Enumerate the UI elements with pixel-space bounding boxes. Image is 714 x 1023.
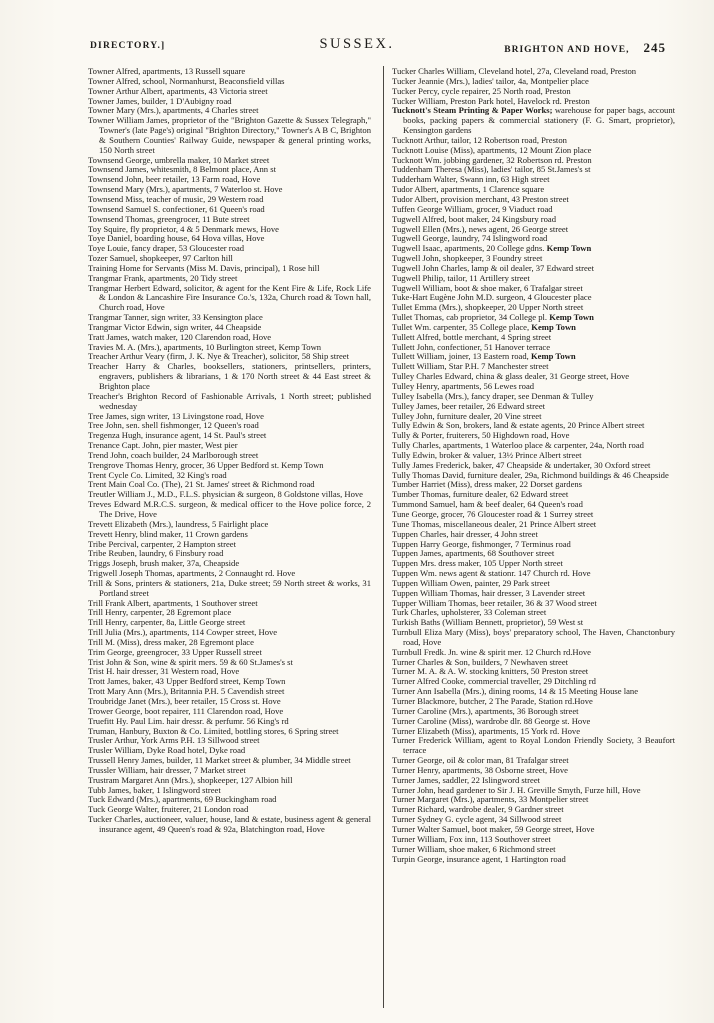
directory-entry: Trangmar Frank, apartments, 20 Tidy street [88,272,238,283]
directory-entry: Townsend James, whitesmith, 8 Belmont place, Ann st [88,164,276,175]
directory-entry: Towner Mary (Mrs.), apartments, 4 Charles street [88,105,259,116]
directory-entry: Turner Margaret (Mrs.), apartments, 33 Montpelier street [392,794,589,805]
directory-entry: Tuppen Mrs. dress maker, 105 Upper North street [392,558,563,569]
directory-entry: Tully James Frederick, baker, 47 Cheapside & undertaker, 30 Oxford street [392,459,651,470]
directory-entry: Tree John, sen. shell fishmonger, 12 Queen's road [88,420,259,431]
directory-entry: Toy Squire, fly proprietor, 4 & 5 Denmark mews, Hove [88,223,279,234]
directory-entry: Trangmar Herbert Edward, solicitor, & agent for the Kent Fire & Life, Rock Life & London & Lancashire Fire Insurance Co.'s, 132a, Church road & Town hall, Church road, Hove [88,282,371,313]
directory-entry: Tucker Percy, cycle repairer, 25 North road, Preston [392,85,571,96]
directory-entry: Tugwell Alfred, boot maker, 24 Kingsbury road [392,213,557,224]
directory-entry: Tullet Thomas, cab proprietor, 34 College pl. Kemp Town [392,312,594,323]
directory-entry: Townsend Thomas, greengrocer, 11 Bute street [88,213,250,224]
directory-entry: Troubridge Janet (Mrs.), beer retailer, 15 Cross st. Hove [88,696,281,706]
directory-entry: Tuppen William Owen, painter, 29 Park street [392,577,550,588]
directory-entry: Tullett Alfred, bottle merchant, 4 Spring street [392,331,552,342]
directory-entry: Tupper William Thomas, beer retailer, 36 & 37 Wood street [392,597,597,608]
directory-entry: Tucker William, Preston Park hotel, Havelock rd. Preston [392,95,590,106]
directory-entry: Tugwell Ellen (Mrs.), news agent, 26 George street [392,223,569,234]
directory-entry: Toye Louie, fancy draper, 53 Gloucester road [88,243,245,254]
header-directory-label: DIRECTORY.] [90,41,166,51]
directory-entry: Tully Edwin & Son, brokers, land & estate agents, 20 Prince Albert street [392,420,645,431]
directory-entry: Trussell Henry James, builder, 11 Market street & plumber, 34 Middle street [88,755,351,766]
directory-entry: Tullet Emma (Mrs.), shopkeeper, 20 Upper North street [392,302,584,313]
directory-entry: Tuck George Walter, fruiterer, 21 London road [88,804,249,815]
directory-entry: Travies M. A. (Mrs.), apartments, 10 Burlington street, Kemp Town [88,341,322,352]
directory-entry: Tulley Isabella (Mrs.), fancy draper, see Denman & Tulley [392,390,594,401]
directory-entry: Trent Main Coal Co. (The), 21 St. James' street & Richmond road [88,479,315,490]
directory-entry: Trill & Sons, printers & stationers, 21a, Duke street; 59 North street & works, 31 Portland street [88,577,371,598]
directory-entry: Tuddenham Theresa (Miss), ladies' tailor, 85 St.James's st [392,164,591,175]
directory-entry: Tullet Wm. carpenter, 35 College place, Kemp Town [392,321,576,332]
directory-entry: Trist H. hair dresser, 31 Western road, Hove [88,666,240,677]
directory-entry: Turner Elizabeth (Miss), apartments, 15 York rd. Hove [392,725,581,736]
directory-entry: Turner Caroline (Mrs.), apartments, 36 Borough street [392,705,579,716]
directory-entry: Turnbull Eliza Mary (Miss), boys' preparatory school, The Haven, Chanctonbury road, Hove [392,627,675,647]
directory-entry: Tozer Samuel, shopkeeper, 97 Carlton hill [88,253,233,264]
directory-entry: Trott James, baker, 43 Upper Bedford street, Kemp Town [88,676,286,687]
directory-column-left [88,67,371,835]
directory-entry: Trusler William, Dyke Road hotel, Dyke road [88,745,246,756]
directory-entry: Tucknott Louise (Miss), apartments, 12 Mount Zion place [392,144,592,155]
directory-entry: Trevett Elizabeth (Mrs.), laundress, 5 Fairlight place [88,518,269,529]
directory-entry: Tullett William, Star P.H. 7 Manchester street [392,361,549,372]
directory-entry: Tuppen William Thomas, hair dresser, 3 Lavender street [392,587,586,598]
directory-entry: Tully Edwin, broker & valuer, 13½ Prince Albert street [392,449,582,460]
directory-entry: Townsend John, beer retailer, 13 Farm road, Hove [88,174,261,185]
directory-entry: Tuck Edward (Mrs.), apartments, 69 Buckingham road [88,794,277,805]
header-right-group [504,40,666,56]
directory-entry: Trill Julia (Mrs.), apartments, 114 Cowper street, Hove [88,627,278,638]
directory-entry: Trengrove Thomas Henry, grocer, 36 Upper Bedford st. Kemp Town [88,459,324,470]
directory-entry: Tugwell John Charles, lamp & oil dealer, 37 Edward street [392,262,594,273]
directory-entry: Tree James, sign writer, 13 Livingstone road, Hove [88,410,264,421]
directory-entry: Tugwell William, boot & shoe maker, 6 Trafalgar street [392,282,583,293]
directory-entry: Tulley Henry, apartments, 56 Lewes road [392,381,535,391]
directory-entry: Turner Sydney G. cycle agent, 34 Sillwood street [392,814,562,825]
directory-entry: Tucker Jeannie (Mrs.), ladies' tailor, 4a, Montpelier place [392,75,589,86]
directory-entry: Tuppen Harry George, fishmonger, 7 Terminus road [392,538,571,549]
directory-entry: Tumber Thomas, furniture dealer, 62 Edward street [392,489,569,500]
directory-entry: Treutler William J., M.D., F.L.S. physician & surgeon, 8 Goldstone villas, Hove [88,489,363,500]
directory-entry: Trevett Henry, blind maker, 11 Crown gardens [88,528,248,539]
directory-entry: Tregenza Hugh, insurance agent, 14 St. Paul's street [88,430,267,441]
directory-entry: Turner Frederick William, agent to Royal London Friendly Society, 3 Beaufort terrace [392,735,675,756]
directory-entry: Turner Caroline (Miss), wardrobe dlr. 88 George st. Hove [392,715,591,726]
directory-entry: Tudor Albert, apartments, 1 Clarence square [392,184,545,195]
directory-entry: Tucknott Arthur, tailor, 12 Robertson road, Preston [392,134,567,145]
directory-entry: Truefitt Hy. Paul Lim. hair dressr. & perfumr. 56 King's rd [88,715,289,726]
directory-entry: Tugwell John, shopkeeper, 3 Foundry street [392,253,543,264]
directory-entry: Trenance Capt. John, pier master, West pier [88,440,238,451]
directory-entry: Turnbull Fredk. Jn. wine & spirit mer. 12 Church rd.Hove [392,646,591,657]
directory-entry: Tucknott's Steam Printing & Paper Works; warehouse for paper bags, account books, packing papers & commercial stationery (F. G. Smart, proprietor), Kensington gardens [392,105,676,136]
directory-entry: Tulley Charles Edward, china & glass dealer, 31 George street, Hove [392,371,630,382]
directory-entry: Townsend George, umbrella maker, 10 Market street [88,154,270,165]
directory-entry: Turner James, saddler, 22 Islingword street [392,774,541,785]
directory-entry: Trend John, coach builder, 24 Marlborough street [88,449,259,460]
directory-entry: Towner Arthur Albert, apartments, 43 Victoria street [88,85,268,96]
directory-entry: Toye Daniel, boarding house, 64 Hova villas, Hove [88,233,265,244]
directory-entry: Tully Charles, apartments, 1 Waterloo place & carpenter, 24a, North road [392,440,644,451]
directory-entry: Tully Thomas David, furniture dealer, 29a, Richmond buildings & 46 Cheapside [392,469,669,480]
directory-entry: Turner George, oil & color man, 81 Trafalgar street [392,755,569,766]
directory-entry: Tuppen James, apartments, 68 Southover street [392,548,555,559]
page-number: 245 [643,40,666,55]
directory-entry: Trussler William, hair dresser, 7 Market street [88,764,246,775]
directory-entry: Tucker Charles William, Cleveland hotel, 27a, Cleveland road, Preston [392,66,637,76]
directory-entry: Trangmar Tanner, sign writer, 33 Kensington place [88,312,263,323]
directory-entry: Turner Walter Samuel, boot maker, 59 George street, Hove [392,823,595,834]
directory-entry: Tucker Charles, auctioneer, valuer, house, land & estate, business agent & general insurance agent, 49 Queen's road & 92a, Blatchington road, Hove [88,814,371,834]
directory-entry: Tribe Reuben, laundry, 6 Finsbury road [88,548,224,559]
directory-entry: Tuppen Wm. news agent & stationr. 147 Church rd. Hove [392,568,591,579]
directory-entry: Tummond Samuel, ham & beef dealer, 64 Queen's road [392,499,583,510]
directory-entry: Turner Henry, apartments, 38 Osborne street, Hove [392,764,568,775]
directory-entry: Trent Cycle Co. Limited, 32 King's road [88,469,227,480]
directory-entry: Tubb James, baker, 1 Islingword street [88,784,221,795]
directory-entry: Tune George, grocer, 76 Gloucester road & 1 Surrey street [392,508,594,519]
directory-entry: Tugwell Philip, tailor, 11 Artillery street [392,272,530,283]
directory-entry: Triggs Joseph, brush maker, 37a, Cheapside [88,558,240,569]
directory-entry: Turner William, shoe maker, 6 Richmond street [392,843,556,854]
directory-entry: Trower George, boot repairer, 111 Clarendon road, Hove [88,705,284,716]
directory-entry: Tugwell George, laundry, 74 Islingword road [392,233,548,244]
directory-entry: Tribe Percival, carpenter, 2 Hampton street [88,538,237,549]
directory-entry: Tullett William, joiner, 13 Eastern road, Kemp Town [392,351,576,362]
directory-entry: Treacher Arthur Veary (firm, J. K. Nye & Treacher), solicitor, 58 Ship street [88,351,349,362]
directory-entry: Towner James, builder, 1 D'Aubigny road [88,95,232,106]
directory-column-right [392,67,675,864]
directory-entry: Turkish Baths (William Bennett, proprietor), 59 West st [392,617,584,628]
column-divider-rule [383,66,384,1008]
directory-entry: Turk Charles, upholsterer, 33 Coleman street [392,607,547,618]
directory-entry: Trill M. (Miss), dress maker, 28 Egremont place [88,636,254,647]
directory-entry: Treves Edward M.R.C.S. surgeon, & medical officer to the Hove police force, 2 The Drive, Hove [88,499,371,519]
directory-entry: Turner Richard, wardrobe dealer, 9 Gardner street [392,804,564,815]
directory-entry: Tumber Harriet (Miss), dress maker, 22 Dorset gardens [392,479,583,490]
directory-entry: Trill Frank Albert, apartments, 1 Southover street [88,597,258,608]
directory-entry: Turner Ann Isabella (Mrs.), dining rooms, 14 & 15 Meeting House lane [392,686,639,697]
directory-entry: Towner Alfred, school, Normanhurst, Beaconsfield villas [88,75,285,86]
directory-entry: Townsend Miss, teacher of music, 29 Western road [88,193,264,204]
directory-entry: Townsend Samuel S. confectioner, 61 Queen's road [88,203,265,214]
directory-entry: Turner Blackmore, butcher, 2 The Parade, Station rd.Hove [392,696,593,706]
directory-entry: Turner John, head gardener to Sir J. H. Greville Smyth, Furze hill, Hove [392,784,641,795]
directory-entry: Trist John & Son, wine & spirit mers. 59 & 60 St.James's st [88,656,293,667]
directory-entry: Trim George, greengrocer, 33 Upper Russell street [88,646,262,657]
directory-entry: Tuffen George William, grocer, 9 Viaduct road [392,203,553,214]
directory-entry: Tully & Porter, fruiterers, 50 Highdown road, Hove [392,430,570,441]
directory-entry: Tullett John, confectioner, 51 Hanover terrace [392,341,551,352]
directory-entry: Tratt James, watch maker, 120 Clarendon road, Hove [88,331,272,342]
directory-entry: Turner William, Fox inn, 113 Southover street [392,833,551,844]
directory-entry: Tudderham Walter, Swann inn, 63 High street [392,174,550,185]
directory-entry: Trill Henry, carpenter, 28 Egremont place [88,607,232,618]
directory-entry: Turner Alfred Cooke, commercial traveller, 29 Ditchling rd [392,676,596,687]
directory-entry: Townsend Mary (Mrs.), apartments, 7 Waterloo st. Hove [88,184,283,195]
directory-entry: Trustram Margaret Ann (Mrs.), shopkeeper, 127 Albion hill [88,774,293,785]
directory-entry: Turner Charles & Son, builders, 7 Newhaven street [392,656,569,667]
directory-entry: Tudor Albert, provision merchant, 43 Preston street [392,193,569,204]
directory-entry: Truman, Hanbury, Buxton & Co. Limited, bottling stores, 6 Spring street [88,725,339,736]
directory-entry: Trott Mary Ann (Mrs.), Britannia P.H. 5 Cavendish street [88,686,285,697]
directory-entry: Towner Alfred, apartments, 13 Russell square [88,66,246,76]
header-county-title: SUSSEX. [319,36,395,52]
directory-entry: Towner William James, proprietor of the "Brighton Gazette & Sussex Telegraph," Towner's (late Page's) original "Brighton Directory," Towner's A B C, Brighton & Southern Counties' Railway Guide, newspaper & general printing works, 150 North street [88,115,371,155]
directory-entry: Training Home for Servants (Miss M. Davis, principal), 1 Rose hill [88,262,320,273]
directory-entry: Tulley James, beer retailer, 26 Edward street [392,400,546,411]
directory-entry: Tucknott Wm. jobbing gardener, 32 Robertson rd. Preston [392,154,592,165]
directory-entry: Tulley John, furniture dealer, 20 Vine street [392,410,542,421]
directory-entry: Trangmar Victor Edwin, sign writer, 44 Cheapside [88,321,262,332]
header-section-label: BRIGHTON AND HOVE, [504,45,630,55]
directory-entry: Treacher Harry & Charles, booksellers, stationers, printsellers, printers, engravers, publishers & librarians, 1 & 170 North street & 44 East street & Brighton place [88,361,371,391]
directory-entry: Trigwell Joseph Thomas, apartments, 2 Connaught rd. Hove [88,568,296,579]
directory-entry: Trill Henry, carpenter, 8a, Little George street [88,617,246,628]
directory-entry: Trusler Arthur, York Arms P.H. 13 Sillwood street [88,735,260,746]
directory-entry: Tugwell Isaac, apartments, 20 College gdns. Kemp Town [392,243,592,254]
directory-entry: Turpin George, insurance agent, 1 Hartington road [392,853,566,864]
directory-entry: Treacher's Brighton Record of Fashionable Arrivals, 1 North street; published wednesday [88,390,371,411]
directory-entry: Tune Thomas, miscellaneous dealer, 21 Prince Albert street [392,518,597,529]
directory-entry: Tuppen Charles, hair dresser, 4 John street [392,528,538,539]
directory-entry: Tuke-Hart Eugène John M.D. surgeon, 4 Gloucester place [392,292,592,303]
directory-entry: Turner M. A. & A. W. stocking knitters, 50 Preston street [392,666,589,677]
